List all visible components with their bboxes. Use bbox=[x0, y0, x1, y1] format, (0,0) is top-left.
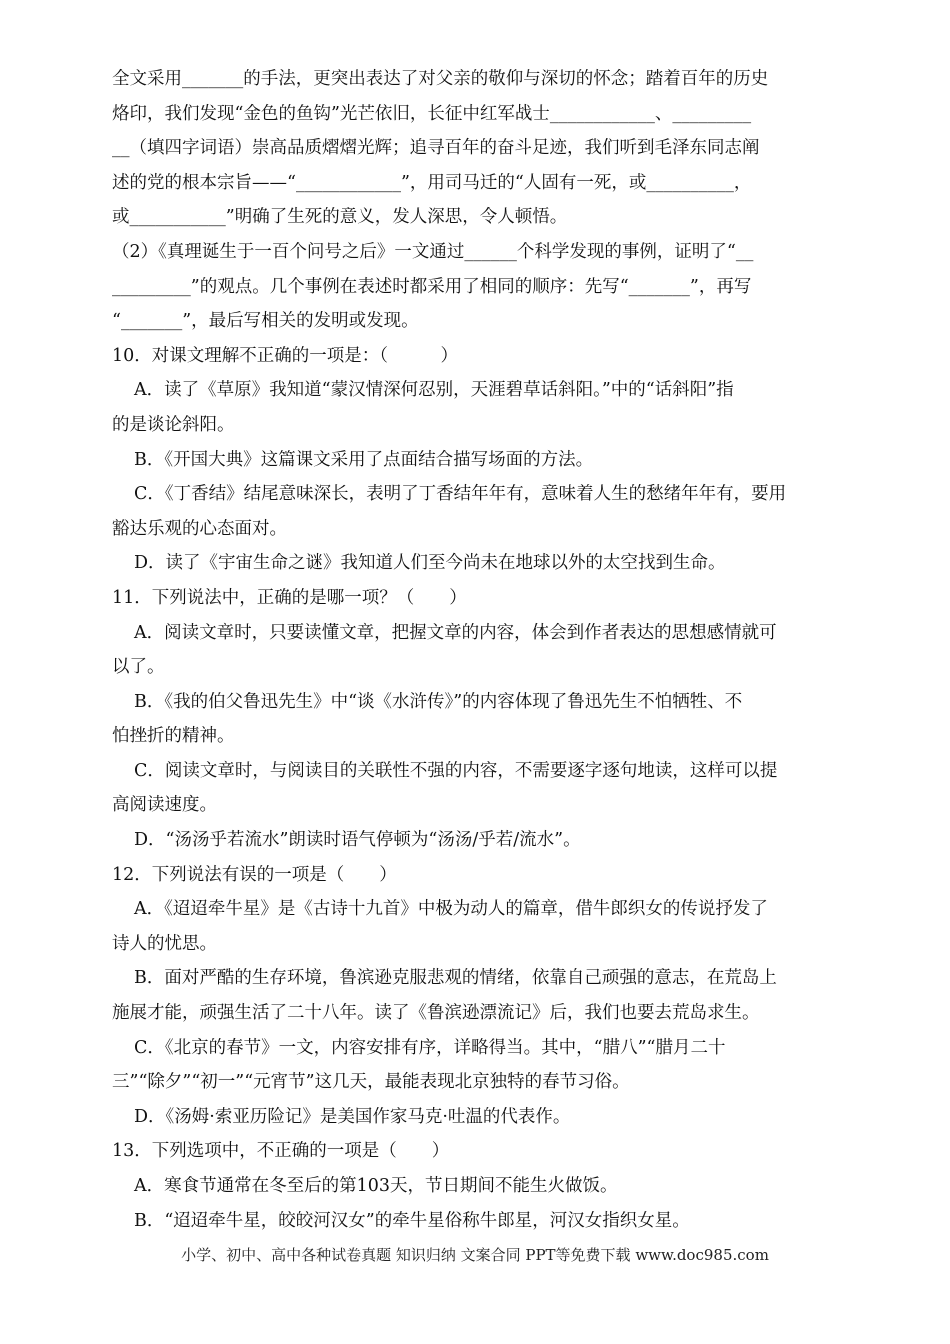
option-d: D．“汤汤乎若流水”朗读时语气停顿为“汤汤/乎若/流水”。 bbox=[134, 830, 581, 851]
option-continuation: 高阅读速度。 bbox=[112, 795, 217, 816]
option-a: A．读了《草原》我知道“蒙汉情深何忍别，天涯碧草话斜阳。”中的“话斜阳”指 bbox=[134, 380, 734, 401]
option-c: C．《丁香结》结尾意味深长，表明了丁香结年年有，意味着人生的愁绪年年有，要用 bbox=[134, 484, 787, 505]
option-a: A．寒食节通常在冬至后的第103天，节日期间不能生火做饭。 bbox=[134, 1176, 618, 1196]
option-d: D．《汤姆·索亚历险记》是美国作家马克·吐温的代表作。 bbox=[134, 1106, 571, 1127]
text-line: “_______”，最后写相关的发明或发现。 bbox=[112, 311, 419, 332]
text-line: 述的党的根本宗旨——“____________”，用司马迁的“人固有一死，或__________， bbox=[112, 172, 752, 193]
question-10: 10．对课文理解不正确的一项是：（ ） bbox=[112, 345, 459, 366]
subquestion-2: （2）《真理诞生于一百个问号之后》一文通过______个科学发现的事例，证明了“__ bbox=[112, 241, 754, 262]
text-line: 烙印，我们发现“金色的鱼钩”光芒依旧，长征中红军战士____________、_________ bbox=[112, 103, 752, 124]
option-continuation: 豁达乐观的心态面对。 bbox=[112, 518, 287, 539]
option-b: B．面对严酷的生存环境，鲁滨逊克服悲观的情绪，依靠自己顽强的意志，在荒岛上 bbox=[134, 968, 777, 989]
option-a: A．阅读文章时，只要读懂文章，把握文章的内容，体会到作者表达的思想感情就可 bbox=[134, 622, 777, 643]
question-12: 12．下列说法有误的一项是（ ） bbox=[112, 864, 397, 885]
page-footer: 小学、初中、高中各种试卷真题 知识归纳 文案合同 PPT等免费下载 www.doc985.com bbox=[181, 1246, 769, 1264]
option-b: B．《开国大典》这篇课文采用了点面结合描写场面的方法。 bbox=[134, 449, 594, 470]
option-continuation: 三”“除夕”“初一”“元宵节”这几天，最能表现北京独特的春节习俗。 bbox=[112, 1072, 630, 1093]
option-d: D．读了《宇宙生命之谜》我知道人们至今尚未在地球以外的太空找到生命。 bbox=[134, 553, 726, 574]
text-line: __（填四字词语）崇高品质熠熠光辉；追寻百年的奋斗足迹，我们听到毛泽东同志阐 bbox=[112, 138, 760, 159]
option-continuation: 以了。 bbox=[112, 657, 165, 678]
option-b: B．“迢迢牵牛星，皎皎河汉女”的牵牛星俗称牛郎星，河汉女指织女星。 bbox=[134, 1210, 690, 1231]
option-b: B．《我的伯父鲁迅先生》中“谈《水浒传》”的内容体现了鲁迅先生不怕牺牲、不 bbox=[134, 691, 743, 712]
option-continuation: 怕挫折的精神。 bbox=[112, 726, 235, 747]
text-line: _________”的观点。几个事例在表述时都采用了相同的顺序：先写“_______”，再写 bbox=[112, 276, 752, 297]
option-c: C．阅读文章时，与阅读目的关联性不强的内容，不需要逐字逐句地读，这样可以提 bbox=[134, 760, 778, 781]
option-a: A．《迢迢牵牛星》是《古诗十九首》中极为动人的篇章，借牛郎织女的传说抒发了 bbox=[134, 899, 768, 920]
option-c: C．《北京的春节》一文，内容安排有序，详略得当。其中，“腊八”“腊月二十 bbox=[134, 1037, 726, 1058]
text-line: 全文采用_______的手法，更突出表达了对父亲的敬仰与深切的怀念；踏着百年的历史 bbox=[112, 69, 769, 89]
question-13: 13．下列选项中，不正确的一项是（ ） bbox=[112, 1141, 450, 1162]
option-continuation: 施展才能，顽强生活了二十八年。读了《鲁滨逊漂流记》后，我们也要去荒岛求生。 bbox=[112, 1003, 760, 1024]
document-body bbox=[112, 62, 836, 1238]
text-line: 或___________”明确了生死的意义，发人深思，令人顿悟。 bbox=[112, 207, 568, 228]
option-continuation: 的是谈论斜阳。 bbox=[112, 414, 235, 435]
option-continuation: 诗人的忧思。 bbox=[112, 933, 217, 954]
question-11: 11．下列说法中，正确的是哪一项？（ ） bbox=[112, 587, 467, 608]
